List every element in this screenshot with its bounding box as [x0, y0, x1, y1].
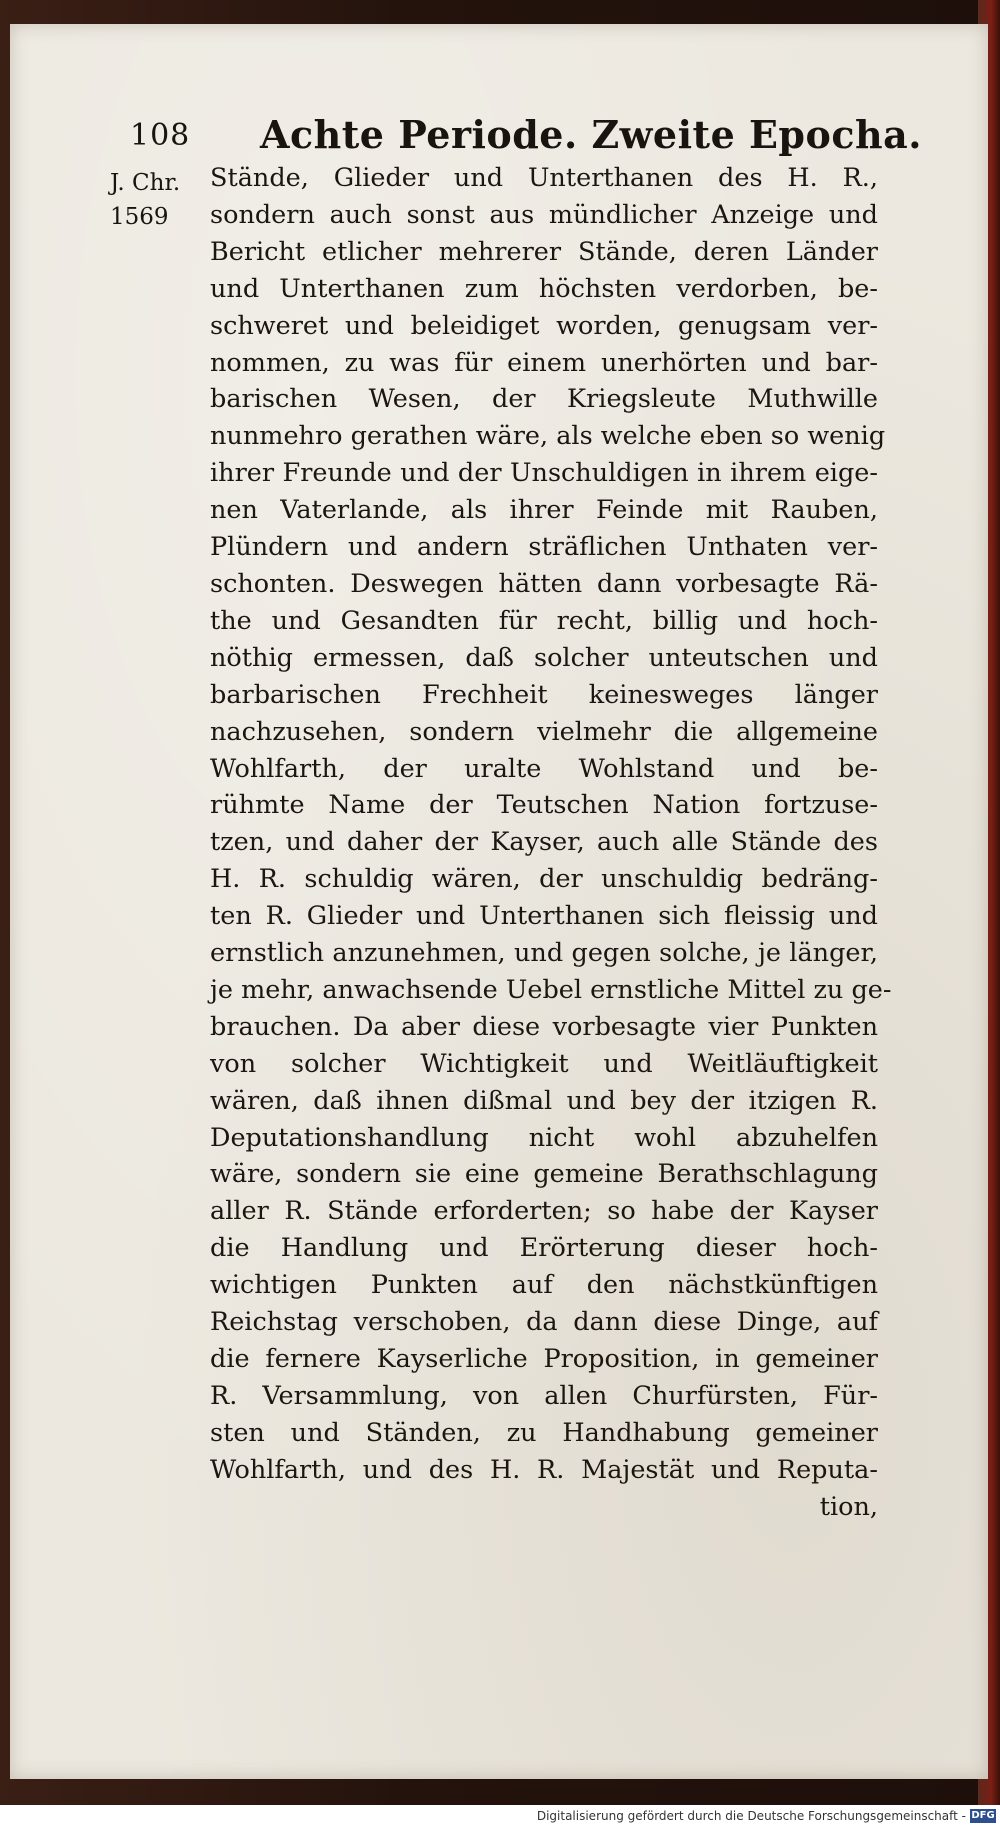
text-line: die fernere Kayserliche Proposition, in gemeiner: [210, 1344, 878, 1374]
text-line: H. R. schuldig wären, der unschuldig bedräng-: [210, 864, 878, 895]
text-line: the und Gesandten für recht, billig und hoch-: [210, 605, 878, 636]
text-line: R. Versammlung, von allen Churfürsten, Für-: [210, 1380, 878, 1411]
text-line: nommen, zu was für einem unerhörten und bar-: [210, 347, 878, 378]
text-line: Plündern und andern sträflichen Unthaten ver-: [210, 532, 878, 563]
text-line: je mehr, anwachsende Uebel ernstliche Mittel zu ge-: [210, 974, 892, 1005]
text-line: barbarischen Frechheit keinesweges länger: [210, 679, 878, 710]
text-line: von solcher Wichtigkeit und Weitläuftigkeit: [210, 1048, 878, 1079]
dfg-logo[interactable]: DFG: [971, 1810, 995, 1821]
text-line: Reichstag verschoben, da dann diese Dinge, auf: [210, 1307, 878, 1338]
body-text: [210, 160, 892, 1526]
text-line: brauchen. Da aber diese vorbesagte vier Punkten: [210, 1011, 878, 1042]
text-line: schweret und beleidiget worden, genugsam ver-: [210, 310, 878, 341]
text-line: Wohlfarth, der uralte Wohlstand und be-: [210, 753, 878, 784]
text-line: wichtigen Punkten auf den nächstkünftigen: [210, 1270, 878, 1301]
text-line: nen Vaterlande, als ihrer Feinde mit Rauben,: [210, 495, 878, 526]
text-line: die Handlung und Erörterung dieser hoch-: [210, 1233, 878, 1264]
margin-note: [110, 166, 188, 234]
text-line: Wohlfarth, und des H. R. Majestät und Reputa-: [210, 1454, 878, 1485]
margin-note-line: J. Chr.: [110, 170, 181, 196]
margin-note-line: 1569: [110, 204, 169, 230]
text-line: Bericht etlicher mehrerer Stände, deren Länder: [210, 236, 878, 267]
book-page: [10, 24, 988, 1779]
text-line: schonten. Deswegen hätten dann vorbesagte Rä-: [210, 568, 878, 599]
text-line: ihrer Freunde und der Unschuldigen in ihrem eige-: [210, 458, 878, 489]
text-line: nöthig ermessen, daß solcher unteutschen und: [210, 642, 878, 673]
text-line: nachzusehen, sondern vielmehr die allgemeine: [210, 716, 878, 747]
text-line: Deputationshandlung nicht wohl abzuhelfen: [210, 1122, 878, 1153]
text-line: rühmte Name der Teutschen Nation fortzuse-: [210, 790, 878, 821]
page-header: [130, 112, 922, 162]
page-number: 108: [130, 118, 191, 153]
text-line: ten R. Glieder und Unterthanen sich fleissig und: [210, 901, 878, 932]
text-line: und Unterthanen zum höchsten verdorben, be-: [210, 273, 878, 304]
text-line: tzen, und daher der Kayser, auch alle Stände des: [210, 827, 878, 858]
text-line: barischen Wesen, der Kriegsleute Muthwille: [210, 384, 878, 415]
text-line: ernstlich anzunehmen, und gegen solche, je länger,: [210, 938, 878, 969]
footer-bar: [0, 1805, 1000, 1830]
text-line: aller R. Stände erforderten; so habe der Kayser: [210, 1196, 878, 1227]
text-line: sondern auch sonst aus mündlicher Anzeige und: [210, 199, 878, 230]
text-line: sten und Ständen, zu Handhabung gemeiner: [210, 1417, 878, 1448]
catchword: tion,: [819, 1491, 878, 1522]
text-line: wären, daß ihnen dißmal und bey der itzigen R.: [210, 1085, 878, 1116]
text-line: wäre, sondern sie eine gemeine Berathschlagung: [210, 1159, 878, 1190]
text-line: Stände, Glieder und Unterthanen des H. R.,: [210, 163, 878, 193]
text-line: nunmehro gerathen wäre, als welche eben so wenig: [210, 421, 886, 452]
running-head: Achte Periode. Zweite Epocha.: [260, 112, 922, 157]
funding-credit: Digitalisierung gefördert durch die Deutsche Forschungsgemeinschaft -: [536, 1809, 966, 1823]
